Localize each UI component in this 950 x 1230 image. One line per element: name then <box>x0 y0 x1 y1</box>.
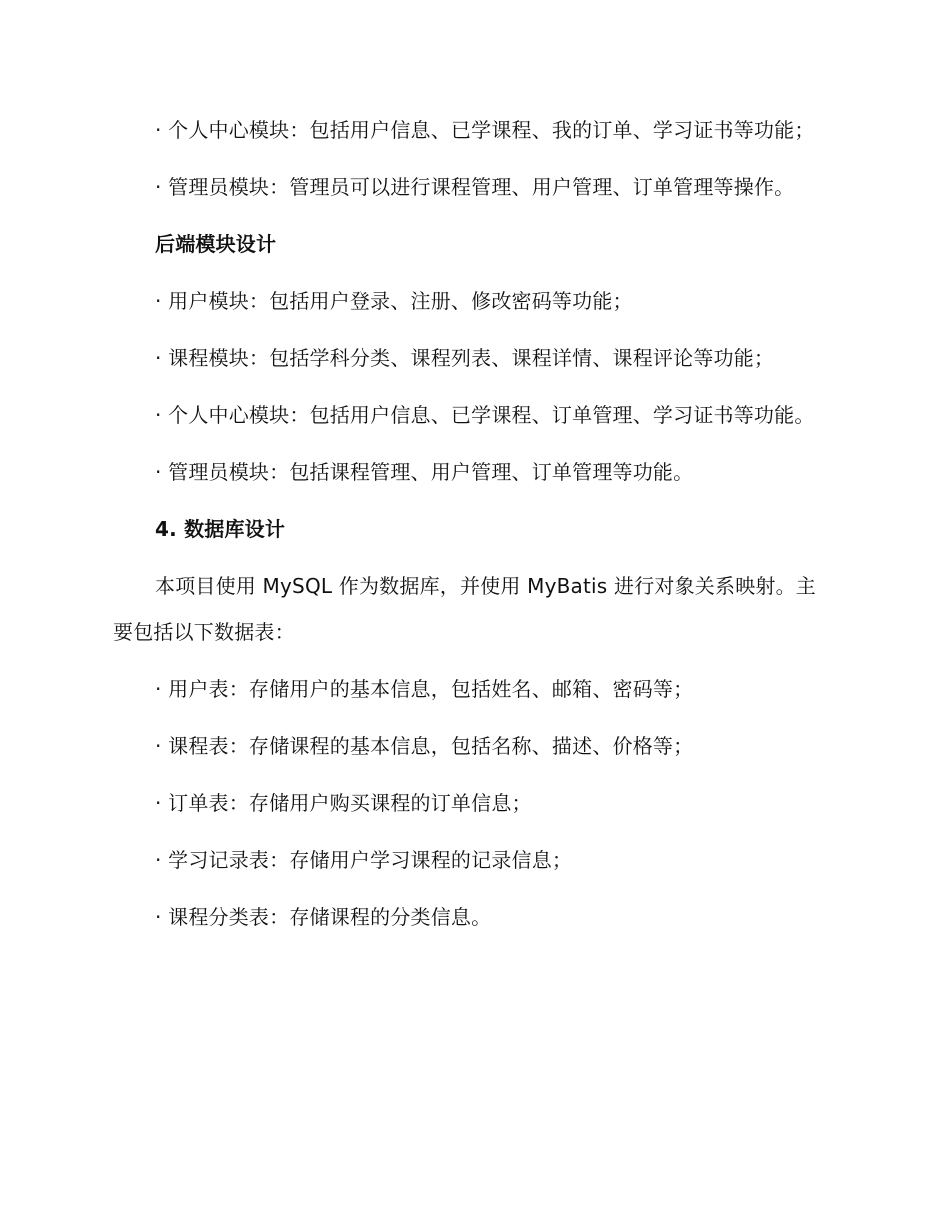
bullet-admin-frontend: · 管理员模块：管理员可以进行课程管理、用户管理、订单管理等操作。 <box>155 175 795 199</box>
bullet-personal-center-frontend: · 个人中心模块：包括用户信息、已学课程、我的订单、学习证书等功能； <box>155 118 815 142</box>
bullet-personal-center-backend: · 个人中心模块：包括用户信息、已学课程、订单管理、学习证书等功能。 <box>155 403 815 427</box>
bullet-course-module: · 课程模块：包括学科分类、课程列表、课程详情、课程评论等功能； <box>155 346 775 370</box>
bullet-user-module: · 用户模块：包括用户登录、注册、修改密码等功能； <box>155 289 633 313</box>
bullet-course-category-table: · 课程分类表：存储课程的分类信息。 <box>155 905 492 929</box>
bullet-order-table: · 订单表：存储用户购买课程的订单信息； <box>155 791 532 815</box>
bullet-learning-record-table: · 学习记录表：存储用户学习课程的记录信息； <box>155 848 573 872</box>
document-body <box>113 107 825 951</box>
bullet-user-table: · 用户表：存储用户的基本信息，包括姓名、邮箱、密码等； <box>155 677 694 701</box>
bullet-admin-backend: · 管理员模块：包括课程管理、用户管理、订单管理等功能。 <box>155 460 694 484</box>
section-heading-database-design: 4. 数据库设计 <box>155 517 286 541</box>
database-intro-paragraph: 本项目使用 MySQL 作为数据库，并使用 MyBatis 进行对象关系映射。主要包括以下数据表： <box>113 574 816 644</box>
bullet-course-table: · 课程表：存储课程的基本信息，包括名称、描述、价格等； <box>155 734 694 758</box>
section-heading-backend-modules: 后端模块设计 <box>155 232 277 256</box>
